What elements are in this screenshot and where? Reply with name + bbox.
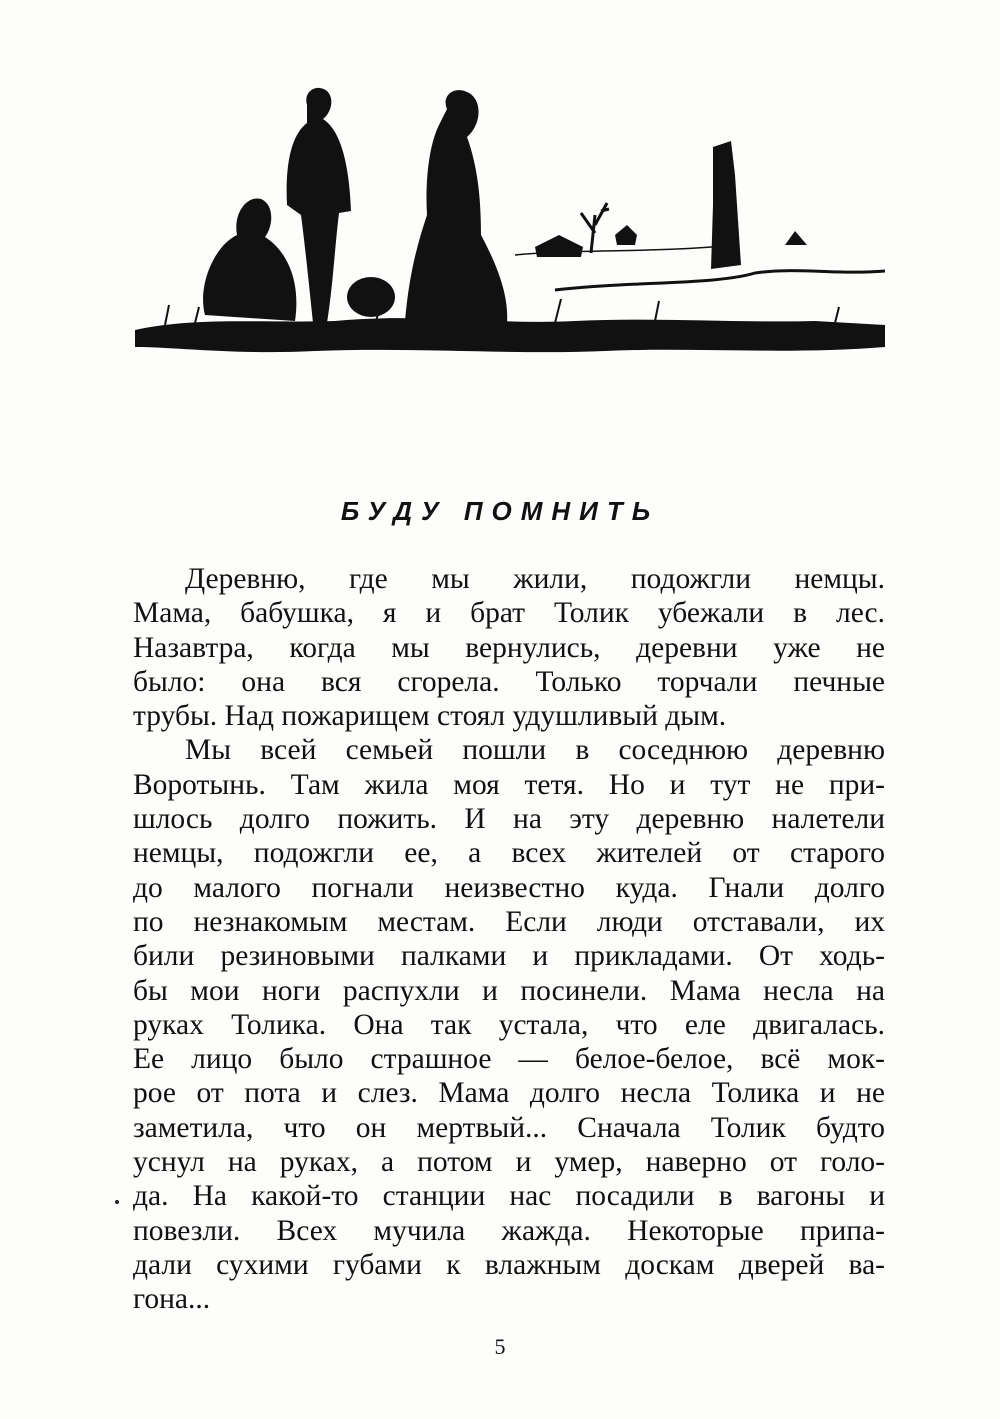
text-line: заметила, что он мертвый... Сначала Толик будто [133,1111,885,1144]
text-line: Мама, бабушка, я и брат Толик убежали в лес. [133,597,885,630]
text-line: по незнакомым местам. Если люди отставали, их [133,905,885,938]
text-line: уснул на руках, а потом и умер, наверно от голо- [133,1146,885,1179]
standing-boy [287,88,351,323]
mother-with-child [405,90,507,326]
seated-woman [203,198,296,321]
text-line: трубы. Над пожарищем стоял удушливый дым. [133,700,727,733]
story-title: БУДУ ПОМНИТЬ [340,496,660,526]
chimney-ruin [711,141,741,269]
text-line: да. На какой-то станции нас посадили в вагоны и [133,1180,885,1213]
text-line: Воротынь. Там жила моя тетя. Но и тут не при- [133,768,885,801]
text-line: было: она вся сгорела. Только торчали печные [133,665,885,698]
ground [135,318,885,352]
text-line: гона... [133,1283,211,1316]
story-body [133,562,885,1317]
text-line: рое от пота и слез. Мама долго несла Толика и не [133,1077,885,1110]
print-speck [115,1200,119,1204]
page-number: 5 [494,1334,506,1359]
text-line: шлось долго пожить. И на эту деревню налетели [133,803,885,836]
text-line: дали сухими губами к влажным доскам дверей ва- [133,1248,885,1281]
text-line: руках Толика. Она так устала, что еле двигалась. [133,1008,885,1041]
header-illustration [135,85,885,385]
distant-ruins [535,225,637,257]
bare-tree [581,203,609,253]
text-line: Мы всей семьей пошли в соседнюю деревню [185,734,885,767]
text-line: Ее лицо было страшное — белое-белое, всё мок- [133,1043,885,1076]
text-line: били резиновыми палками и прикладами. От ходь- [133,940,885,973]
text-line: до малого погнали неизвестно куда. Гнали долго [133,871,885,904]
text-line: Деревню, где мы жили, подожгли немцы. [185,563,885,595]
text-line: немцы, подожгли ее, а всех жителей от старого [133,837,885,870]
text-line: бы мои ноги распухли и посинели. Мама несла на [133,974,885,1007]
text-line: повезли. Всех мучила жажда. Некоторые припа- [133,1214,885,1247]
text-line: Назавтра, когда мы вернулись, деревни уже не [133,631,885,664]
